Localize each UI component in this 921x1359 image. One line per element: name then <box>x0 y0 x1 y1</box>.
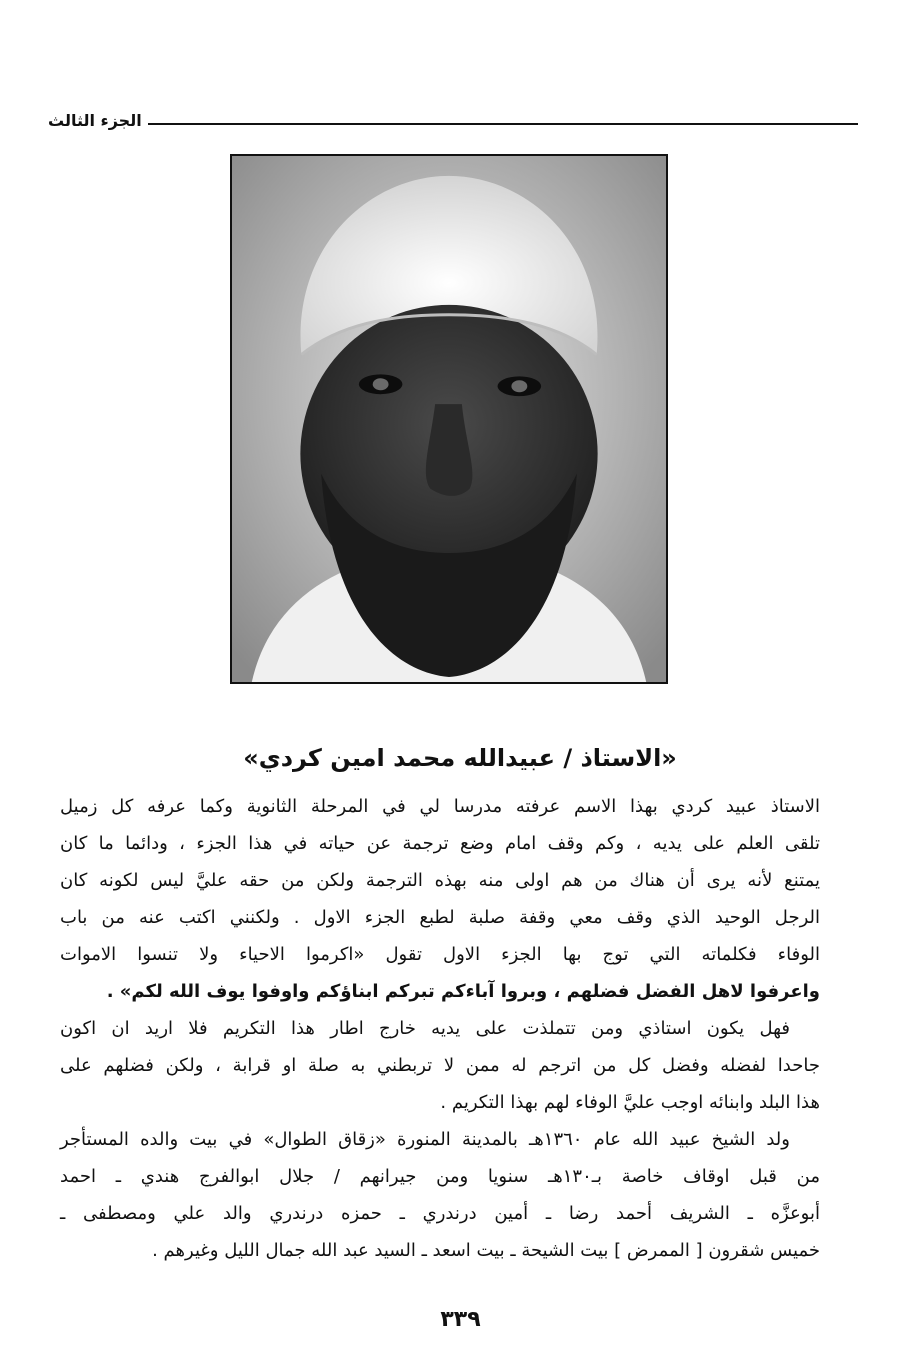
text-line: تلقى العلم على يديه ، وكم وقف امام وضع ترجمة عن حياته في هذا الجزء ، ودائما ما كان <box>60 833 820 854</box>
running-header-title: الجزء الثالث <box>48 111 142 130</box>
text-line: هذا البلد وابنائه اوجب عليَّ الوفاء لهم بهذا التكريم . <box>440 1092 820 1113</box>
paragraph <box>60 1010 820 1121</box>
text-line: الوفاء فكلماته التي توج بها الجزء الاول تقول «اكرموا الاحياء ولا تنسوا الاموات <box>60 944 820 965</box>
text-line: جاحدا لفضله وفضل كل من اترجم له ممن لا تربطني به صلة او قرابة ، ولكن فضلهم على <box>60 1055 820 1076</box>
article-title: «الاستاذ / عبيدالله محمد امين كردي» <box>243 744 677 772</box>
text-line: الرجل الوحيد الذي وقف معي وقفة صلبة لطبع الجزء الاول . ولكنني اكتب عنه من باب <box>60 907 820 928</box>
text-line: فهل يكون استاذي ومن تتملذت على يديه خارج اطار هذا التكريم فلا اريد ان اكون <box>60 1018 790 1039</box>
text-line-quote: واعرفوا لاهل الفضل فضلهم ، وبروا آباءكم تبركم ابناؤكم واوفوا يوف الله لكم» . <box>106 981 820 1002</box>
text-line: ولد الشيخ عبيد الله عام ١٣٦٠هـ بالمدينة المنورة «زقاق الطوال» في بيت والده المستأجر <box>60 1129 790 1150</box>
paragraph <box>60 788 820 1010</box>
text-line: من قبل اوقاف خاصة بـ١٣٠هـ سنويا ومن جيرانهم / جلال ابوالفرج هندي ـ احمد <box>60 1166 820 1187</box>
paragraph <box>60 1121 820 1269</box>
text-line: خميس شقرون [ الممرض ] بيت الشيحة ـ بيت اسعد ـ السيد عبد الله جمال الليل وغيرهم . <box>152 1240 820 1261</box>
portrait-photo <box>230 154 668 684</box>
page-number: ٣٣٩ <box>440 1307 481 1332</box>
text-line: الاستاذ عبيد كردي بهذا الاسم عرفته مدرسا لي في المرحلة الثانوية وكما عرفه كل زميل <box>60 796 820 817</box>
text-line: أبوعزَّه ـ الشريف أحمد رضا ـ أمين درندري ـ حمزه درندري والد علي ومصطفى ـ <box>60 1203 820 1224</box>
article-body <box>60 788 820 1269</box>
text-line: يمتنع لأنه يرى أن هناك من هم اولى منه بهذه الترجمة ولكن من حقه عليَّ ليس لكونه كان <box>60 870 820 891</box>
portrait-image <box>232 156 666 682</box>
header-rule <box>148 123 858 125</box>
